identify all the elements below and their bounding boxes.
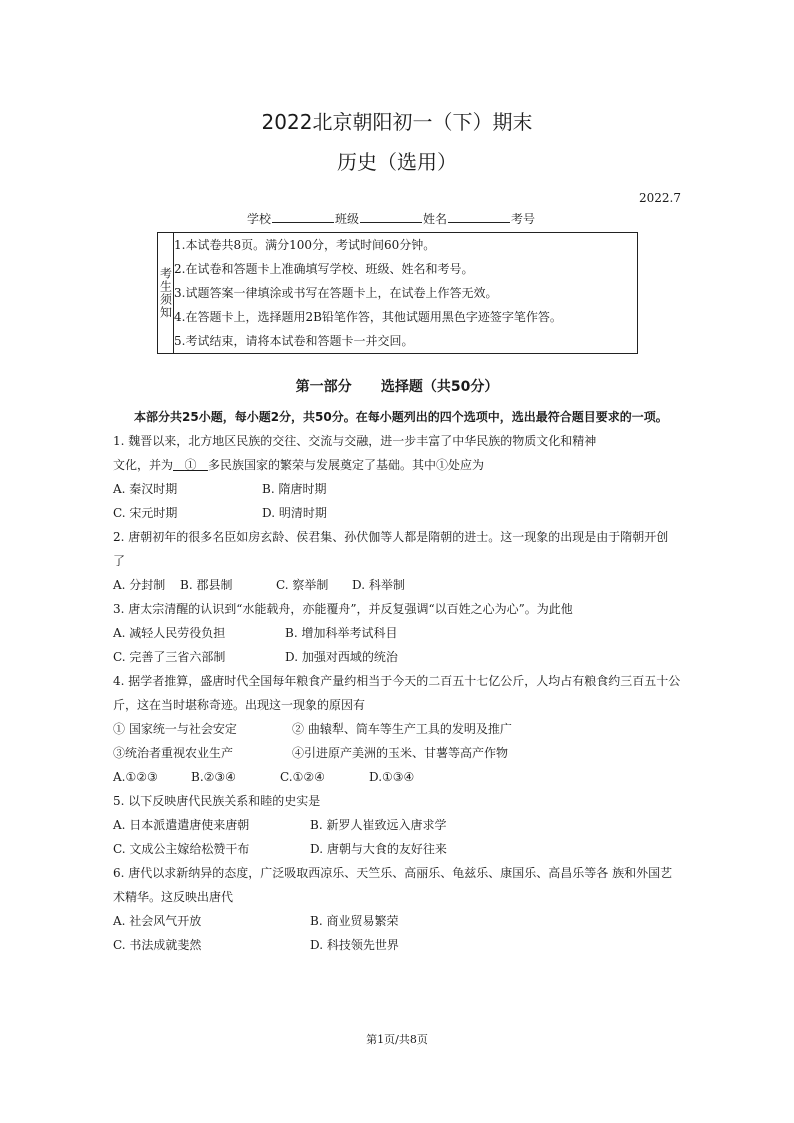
q3-option-d: D. 加强对西域的统治 — [285, 650, 398, 664]
q4-statement-3: ③统治者重视农业生产 — [113, 746, 234, 760]
q4-statement-2: ② 曲辕犁、筒车等生产工具的发明及推广 — [292, 722, 512, 736]
q4-stem-line2: 斤，这在当时堪称奇迹。出现这一现象的原因有 — [113, 698, 366, 712]
q1-stem-line2 — [113, 457, 484, 473]
q5-option-b: B. 新罗人崔致远入唐求学 — [310, 818, 447, 832]
q2-option-c: C. 察举制 — [276, 578, 329, 592]
q1-stem-post: 多民族国家的繁荣与发展奠定了基础。其中①处应为 — [207, 458, 484, 472]
notice-item: 3.试题答案一律填涂或书写在答题卡上，在试卷上作答无效。 — [174, 286, 498, 300]
q3-option-b: B. 增加科举考试科目 — [285, 626, 398, 640]
q2-stem-line1: 2. 唐朝初年的很多名臣如房玄龄、侯君集、孙伏伽等人都是隋朝的进士。这一现象的出现是由于隋朝开创 — [113, 530, 669, 544]
q1-stem-pre: 文化，并为 — [113, 458, 174, 472]
q4-option-d: D.①③④ — [369, 770, 415, 784]
notice-label-cell — [158, 233, 174, 353]
q1-option-a: A. 秦汉时期 — [113, 482, 178, 496]
q6-stem-line1: 6. 唐代以求新纳异的态度，广泛吸取西凉乐、天竺乐、高丽乐、龟兹乐、康国乐、高昌乐等各 族和外国艺 — [113, 866, 673, 880]
q1-blank — [173, 458, 208, 472]
class-blank — [360, 210, 422, 223]
q3-stem-line1: 3. 唐太宗清醒的认识到“水能载舟，亦能覆舟”，并反复强调“以百姓之心为心”。为此他 — [113, 602, 573, 616]
q4-option-a: A.①②③ — [113, 770, 158, 784]
q6-option-b: B. 商业贸易繁荣 — [310, 914, 399, 928]
q4-statement-1: ① 国家统一与社会安定 — [113, 722, 237, 736]
notice-list — [174, 233, 637, 353]
exam-no-label: 考号 — [511, 212, 536, 226]
exam-date: 2022.7 — [639, 191, 681, 205]
notice-item: 1.本试卷共8页。满分100分，考试时间60分钟。 — [174, 238, 436, 252]
page-number: 第1页/共8页 — [366, 1033, 428, 1046]
q5-stem-line1: 5. 以下反映唐代民族关系和睦的史实是 — [113, 794, 321, 808]
q1-option-b: B. 隋唐时期 — [262, 482, 327, 496]
q3-option-a: A. 减轻人民劳役负担 — [113, 626, 226, 640]
exam-title: 2022北京朝阳初一（下）期末 — [261, 110, 533, 134]
q6-stem-line2: 术精华。这反映出唐代 — [113, 890, 234, 904]
q3-option-c: C. 完善了三省六部制 — [113, 650, 226, 664]
q5-option-a: A. 日本派遣遣唐使来唐朝 — [113, 818, 250, 832]
notice-box — [157, 232, 638, 354]
name-blank — [448, 210, 510, 223]
class-label: 班级 — [335, 212, 360, 226]
q6-option-a: A. 社会风气开放 — [113, 914, 202, 928]
q6-option-c: C. 书法成就斐然 — [113, 938, 202, 952]
q5-option-d: D. 唐朝与大食的友好往来 — [310, 842, 447, 856]
notice-label: 考生须知 — [158, 267, 173, 319]
q1-stem-line1: 1. 魏晋以来，北方地区民族的交往、交流与交融，进一步丰富了中华民族的物质文化和精神 — [113, 434, 597, 448]
section-instructions: 本部分共25小题，每小题2分，共50分。在每小题列出的四个选项中，选出最符合题目要求的一项。 — [134, 410, 668, 424]
notice-item: 5.考试结束，请将本试卷和答题卡一并交回。 — [174, 334, 414, 348]
q5-option-c: C. 文成公主嫁给松赞干布 — [113, 842, 250, 856]
q1-blank-mark: ① — [184, 458, 197, 472]
notice-item: 2.在试卷和答题卡上准确填写学校、班级、姓名和考号。 — [174, 262, 474, 276]
school-label: 学校 — [247, 212, 272, 226]
q1-option-c: C. 宋元时期 — [113, 506, 178, 520]
section-title: 第一部分 选择题（共50分） — [295, 379, 499, 395]
notice-item: 4.在答题卡上，选择题用2B铅笔作答，其他试题用黑色字迹签字笔作答。 — [174, 310, 562, 324]
q2-option-b: B. 郡县制 — [180, 578, 233, 592]
q4-option-c: C.①②④ — [280, 770, 325, 784]
q4-stem-line1: 4. 据学者推算，盛唐时代全国每年粮食产量约相当于今天的二百五十七亿公斤，人均占有粮食约三百五十公 — [113, 674, 681, 688]
q4-statement-4: ④引进原产美洲的玉米、甘薯等高产作物 — [292, 746, 509, 760]
q2-option-d: D. 科举制 — [352, 578, 405, 592]
name-label: 姓名 — [423, 212, 448, 226]
school-blank — [272, 210, 334, 223]
student-info-line — [247, 210, 535, 227]
q2-stem-line2: 了 — [113, 554, 126, 568]
q6-option-d: D. 科技领先世界 — [310, 938, 399, 952]
q2-option-a: A. 分封制 — [113, 578, 166, 592]
q1-option-d: D. 明清时期 — [262, 506, 327, 520]
exam-subtitle: 历史（选用） — [337, 150, 457, 174]
q4-option-b: B.②③④ — [191, 770, 236, 784]
